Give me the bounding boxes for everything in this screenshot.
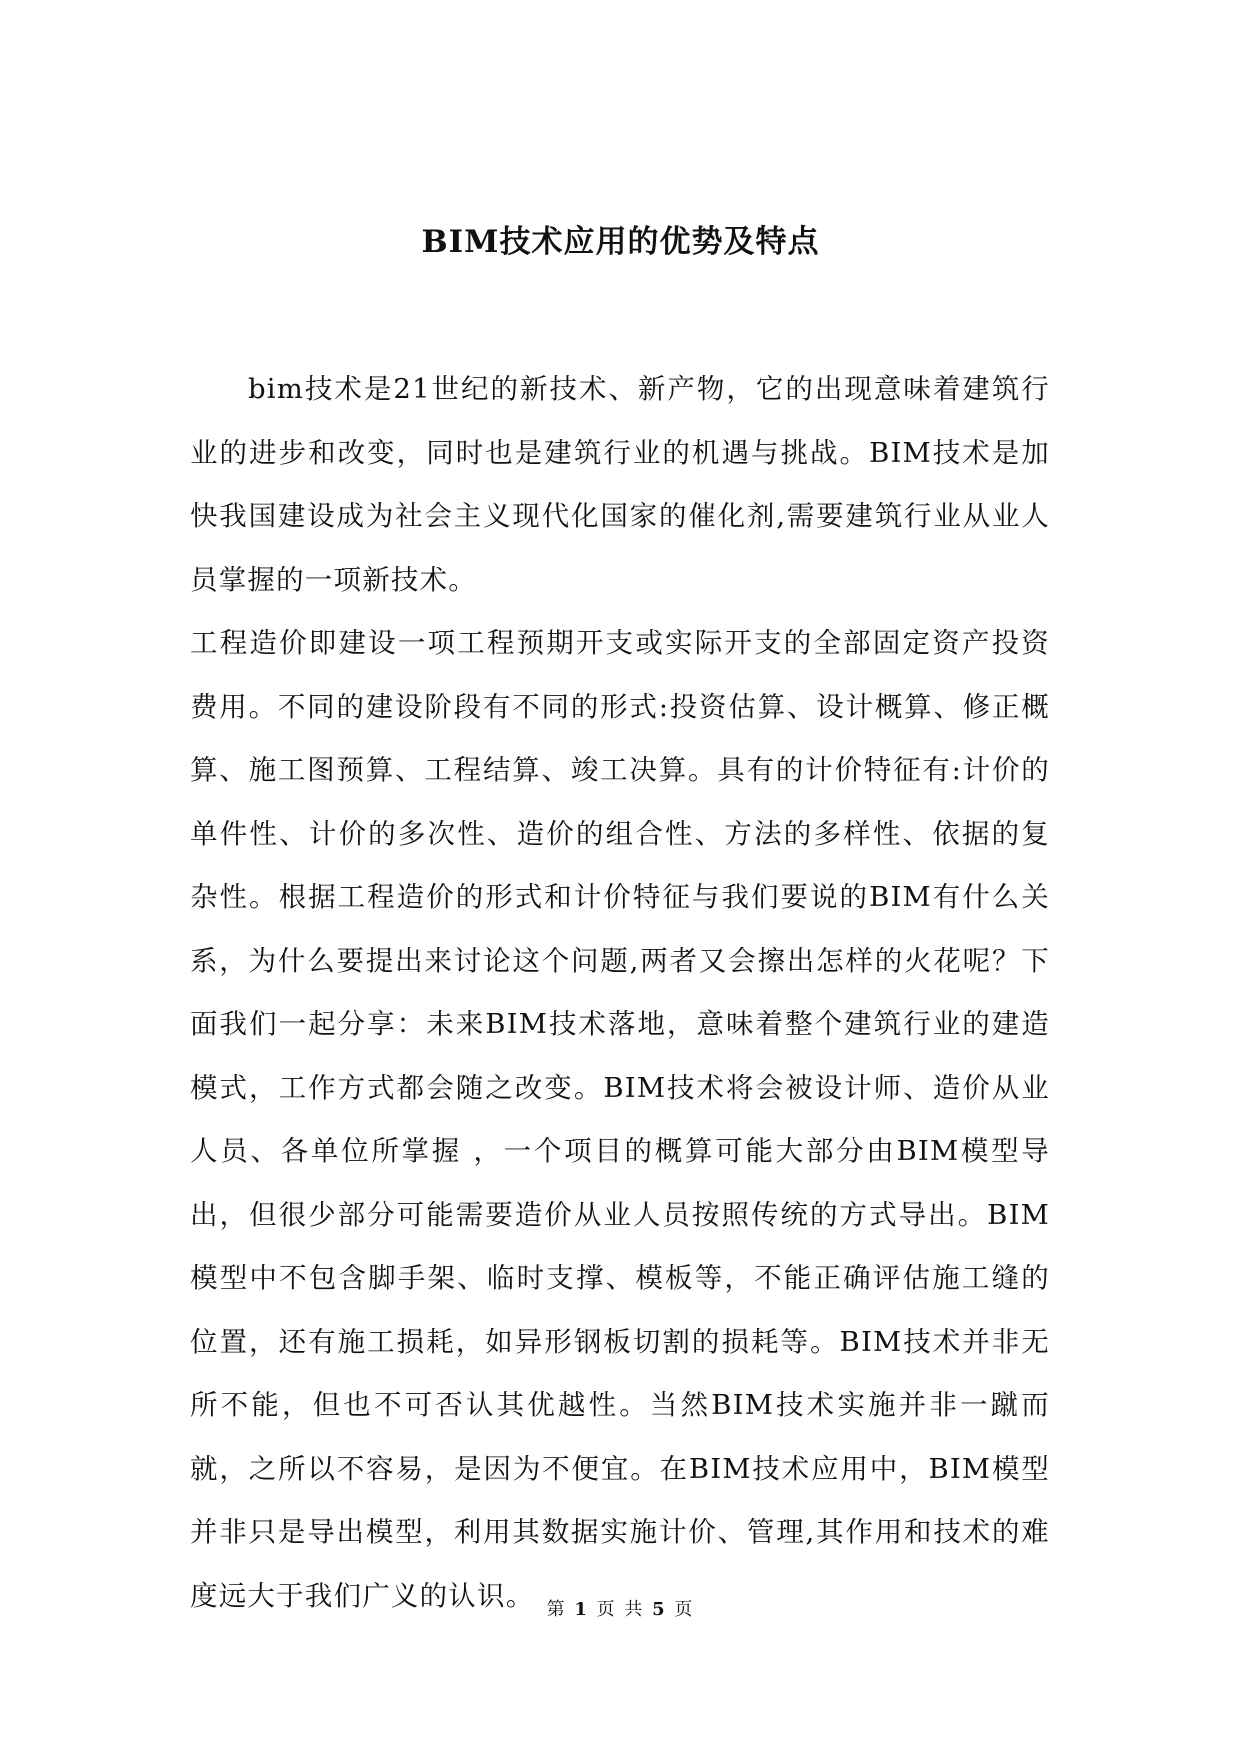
footer-prefix: 第 <box>546 1599 567 1620</box>
document-title: BIM技术应用的优势及特点 <box>421 224 820 260</box>
footer-total-pages: 5 <box>652 1599 667 1620</box>
footer-current-page: 1 <box>574 1599 589 1620</box>
footer-middle: 页 共 <box>596 1599 645 1620</box>
page-footer <box>0 1598 1241 1622</box>
paragraph-intro: bim技术是21世纪的新技术、新产物，它的出现意味着建筑行业的进步和改变，同时也是建筑行业的机遇与挑战。BIM技术是加快我国建设成为社会主义现代化国家的催化剂,需要建筑行业从业人员掌握的一项新技术。 <box>190 373 1050 596</box>
paragraph-cost-estimation: 工程造价即建设一项工程预期开支或实际开支的全部固定资产投资费用。不同的建设阶段有不同的形式:投资估算、设计概算、修正概算、施工图预算、工程结算、竣工决算。具有的计价特征有:计价的单件性、计价的多次性、造价的组合性、方法的多样性、依据的复杂性。根据工程造价的形式和计价特征与我们要说的BIM有什么关系，为什么要提出来讨论这个问题,两者又会擦出怎样的火花呢？下面我们一起分享：未来BIM技术落地，意味着整个建筑行业的建造模式，工作方式都会随之改变。BIM技术将会被设计师、造价从业人员、各单位所掌握 ，一个项目的概算可能大部分由BIM模型导出，但很少部分可能需要造价从业人员按照传统的方式导出。BIM模型中不包含脚手架、临时支撑、模板等，不能正确评估施工缝的位置，还有施工损耗，如异形钢板切割的损耗等。BIM技术并非无所不能，但也不可否认其优越性。当然BIM技术实施并非一蹴而就，之所以不容易，是因为不便宜。在BIM技术应用中，BIM模型并非只是导出模型，利用其数据实施计价、管理,其作用和技术的难度远大于我们广义的认识。 <box>190 627 1050 1612</box>
document-body <box>190 358 1050 1628</box>
footer-suffix: 页 <box>674 1599 695 1620</box>
